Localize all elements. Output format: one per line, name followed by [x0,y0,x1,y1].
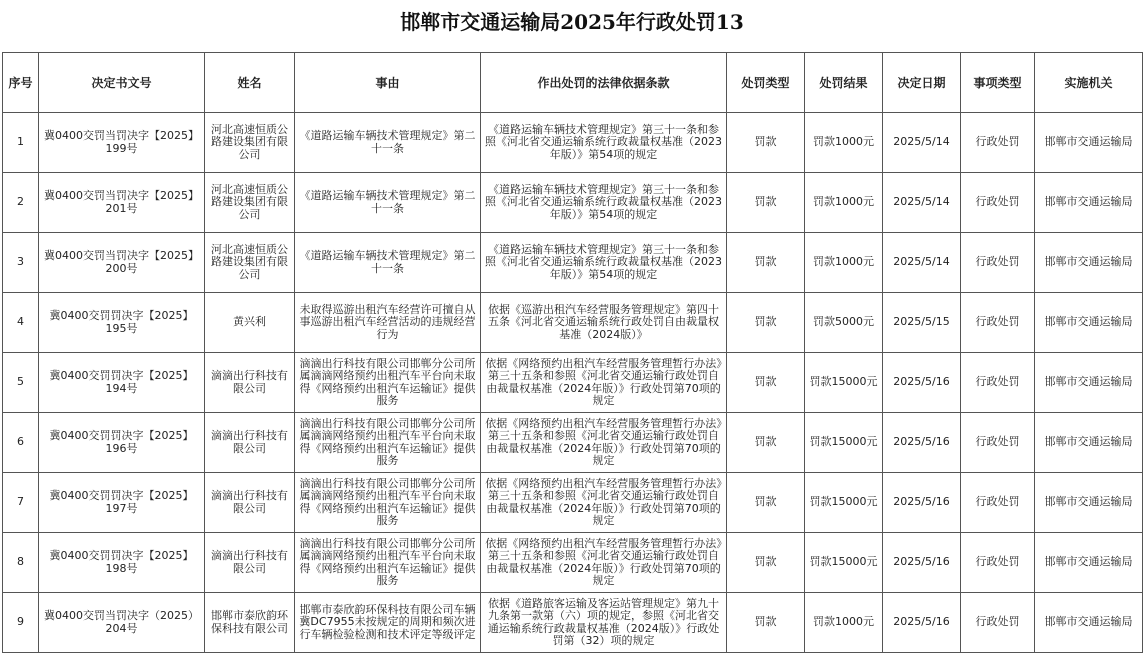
cell-penalty-result: 罚款1000元 [805,113,883,173]
cell-reason: 滴滴出行科技有限公司邯郸分公司所属滴滴网络预约出租汽车平台向未取得《网络预约出租汽车运输证》提供服务 [295,533,481,593]
cell-agency: 邯郸市交通运输局 [1035,533,1143,593]
cell-decision-date: 2025/5/14 [883,233,961,293]
cell-decision-date: 2025/5/16 [883,593,961,653]
cell-decision-date: 2025/5/16 [883,533,961,593]
cell-decision-date: 2025/5/15 [883,293,961,353]
cell-penalty-result: 罚款1000元 [805,233,883,293]
cell-legal-basis: 依据《网络预约出租汽车经营服务管理暂行办法》第三十五条和参照《河北省交通运输行政处罚自由裁量权基准（2024年版）》行政处罚第70项的规定 [481,533,727,593]
cell-no: 6 [3,413,39,473]
table-row [3,593,1143,653]
header-doc-number: 决定书文号 [39,53,205,113]
table-row [3,233,1143,293]
cell-decision-date: 2025/5/16 [883,353,961,413]
cell-no: 1 [3,113,39,173]
table-row [3,173,1143,233]
cell-doc-number: 冀0400交罚罚决字【2025】194号 [39,353,205,413]
cell-reason: 《道路运输车辆技术管理规定》第二十一条 [295,113,481,173]
cell-legal-basis: 依据《网络预约出租汽车经营服务管理暂行办法》第三十五条和参照《河北省交通运输行政处罚自由裁量权基准（2024年版）》行政处罚第70项的规定 [481,473,727,533]
cell-decision-date: 2025/5/16 [883,413,961,473]
cell-item-category: 行政处罚 [961,113,1035,173]
header-name: 姓名 [205,53,295,113]
cell-agency: 邯郸市交通运输局 [1035,113,1143,173]
cell-doc-number: 冀0400交罚罚决字【2025】197号 [39,473,205,533]
header-decision-date: 决定日期 [883,53,961,113]
cell-penalty-type: 罚款 [727,173,805,233]
cell-name: 滴滴出行科技有限公司 [205,413,295,473]
cell-penalty-type: 罚款 [727,293,805,353]
cell-legal-basis: 《道路运输车辆技术管理规定》第三十一条和参照《河北省交通运输系统行政裁量权基准（2023年版）》第54项的规定 [481,173,727,233]
header-legal-basis: 作出处罚的法律依据条款 [481,53,727,113]
cell-name: 滴滴出行科技有限公司 [205,533,295,593]
cell-agency: 邯郸市交通运输局 [1035,413,1143,473]
cell-agency: 邯郸市交通运输局 [1035,473,1143,533]
header-item-category: 事项类型 [961,53,1035,113]
table-row [3,293,1143,353]
cell-penalty-type: 罚款 [727,593,805,653]
cell-penalty-result: 罚款1000元 [805,173,883,233]
cell-doc-number: 冀0400交罚当罚决字【2025】199号 [39,113,205,173]
cell-agency: 邯郸市交通运输局 [1035,233,1143,293]
cell-legal-basis: 依据《巡游出租汽车经营服务管理规定》第四十五条《河北省交通运输系统行政处罚自由裁量权基准（2024版）》 [481,293,727,353]
cell-name: 滴滴出行科技有限公司 [205,473,295,533]
table-row [3,533,1143,593]
cell-reason: 未取得巡游出租汽车经营许可擅自从事巡游出租汽车经营活动的违规经营行为 [295,293,481,353]
penalty-table [2,52,1143,653]
cell-penalty-type: 罚款 [727,533,805,593]
cell-agency: 邯郸市交通运输局 [1035,593,1143,653]
cell-name: 黄兴利 [205,293,295,353]
cell-name: 河北高速恒质公路建设集团有限公司 [205,113,295,173]
cell-penalty-result: 罚款15000元 [805,533,883,593]
cell-reason: 滴滴出行科技有限公司邯郸分公司所属滴滴网络预约出租汽车平台向未取得《网络预约出租汽车运输证》提供服务 [295,473,481,533]
table-header-row [3,53,1143,113]
cell-penalty-result: 罚款1000元 [805,593,883,653]
cell-agency: 邯郸市交通运输局 [1035,353,1143,413]
cell-name: 河北高速恒质公路建设集团有限公司 [205,233,295,293]
header-agency: 实施机关 [1035,53,1143,113]
cell-penalty-result: 罚款15000元 [805,473,883,533]
cell-legal-basis: 依据《道路旅客运输及客运站管理规定》第九十九条第一款第（六）项的规定，参照《河北省交通运输系统行政裁量权基准（2024版）》行政处罚第（32）项的规定 [481,593,727,653]
cell-doc-number: 冀0400交罚当罚决字【2025】200号 [39,233,205,293]
cell-doc-number: 冀0400交罚罚决字【2025】196号 [39,413,205,473]
header-reason: 事由 [295,53,481,113]
cell-item-category: 行政处罚 [961,233,1035,293]
cell-no: 4 [3,293,39,353]
cell-penalty-result: 罚款15000元 [805,353,883,413]
cell-doc-number: 冀0400交罚罚决字【2025】195号 [39,293,205,353]
cell-doc-number: 冀0400交罚当罚决字【2025】201号 [39,173,205,233]
header-no: 序号 [3,53,39,113]
cell-no: 2 [3,173,39,233]
cell-item-category: 行政处罚 [961,173,1035,233]
cell-reason: 滴滴出行科技有限公司邯郸分公司所属滴滴网络预约出租汽车平台向未取得《网络预约出租汽车运输证》提供服务 [295,413,481,473]
cell-reason: 邯郸市泰欣韵环保科技有限公司车辆冀DC7955未按规定的周期和频次进行车辆检验检测和技术评定等级评定 [295,593,481,653]
header-penalty-result: 处罚结果 [805,53,883,113]
cell-name: 河北高速恒质公路建设集团有限公司 [205,173,295,233]
table-row [3,353,1143,413]
cell-reason: 滴滴出行科技有限公司邯郸分公司所属滴滴网络预约出租汽车平台向未取得《网络预约出租汽车运输证》提供服务 [295,353,481,413]
cell-penalty-type: 罚款 [727,413,805,473]
cell-legal-basis: 依据《网络预约出租汽车经营服务管理暂行办法》第三十五条和参照《河北省交通运输行政处罚自由裁量权基准（2024年版）》行政处罚第70项的规定 [481,353,727,413]
cell-decision-date: 2025/5/14 [883,173,961,233]
cell-no: 9 [3,593,39,653]
cell-doc-number: 冀0400交罚罚决字【2025】198号 [39,533,205,593]
cell-reason: 《道路运输车辆技术管理规定》第二十一条 [295,233,481,293]
cell-item-category: 行政处罚 [961,533,1035,593]
cell-no: 7 [3,473,39,533]
header-penalty-type: 处罚类型 [727,53,805,113]
table-row [3,113,1143,173]
cell-name: 滴滴出行科技有限公司 [205,353,295,413]
cell-no: 5 [3,353,39,413]
cell-agency: 邯郸市交通运输局 [1035,293,1143,353]
cell-doc-number: 冀0400交罚当罚决字（2025）204号 [39,593,205,653]
cell-decision-date: 2025/5/14 [883,113,961,173]
table-row [3,413,1143,473]
cell-legal-basis: 依据《网络预约出租汽车经营服务管理暂行办法》第三十五条和参照《河北省交通运输行政处罚自由裁量权基准（2024年版）》行政处罚第70项的规定 [481,413,727,473]
cell-no: 3 [3,233,39,293]
cell-item-category: 行政处罚 [961,293,1035,353]
cell-legal-basis: 《道路运输车辆技术管理规定》第三十一条和参照《河北省交通运输系统行政裁量权基准（2023年版）》第54项的规定 [481,113,727,173]
cell-penalty-type: 罚款 [727,353,805,413]
cell-item-category: 行政处罚 [961,413,1035,473]
cell-legal-basis: 《道路运输车辆技术管理规定》第三十一条和参照《河北省交通运输系统行政裁量权基准（2023年版）》第54项的规定 [481,233,727,293]
cell-penalty-result: 罚款15000元 [805,413,883,473]
cell-decision-date: 2025/5/16 [883,473,961,533]
page-title: 邯郸市交通运输局2025年行政处罚13 [400,10,744,34]
cell-penalty-result: 罚款5000元 [805,293,883,353]
cell-penalty-type: 罚款 [727,113,805,173]
cell-penalty-type: 罚款 [727,233,805,293]
table-row [3,473,1143,533]
cell-item-category: 行政处罚 [961,353,1035,413]
cell-item-category: 行政处罚 [961,593,1035,653]
cell-name: 邯郸市泰欣韵环保科技有限公司 [205,593,295,653]
cell-item-category: 行政处罚 [961,473,1035,533]
cell-no: 8 [3,533,39,593]
cell-agency: 邯郸市交通运输局 [1035,173,1143,233]
cell-penalty-type: 罚款 [727,473,805,533]
cell-reason: 《道路运输车辆技术管理规定》第二十一条 [295,173,481,233]
